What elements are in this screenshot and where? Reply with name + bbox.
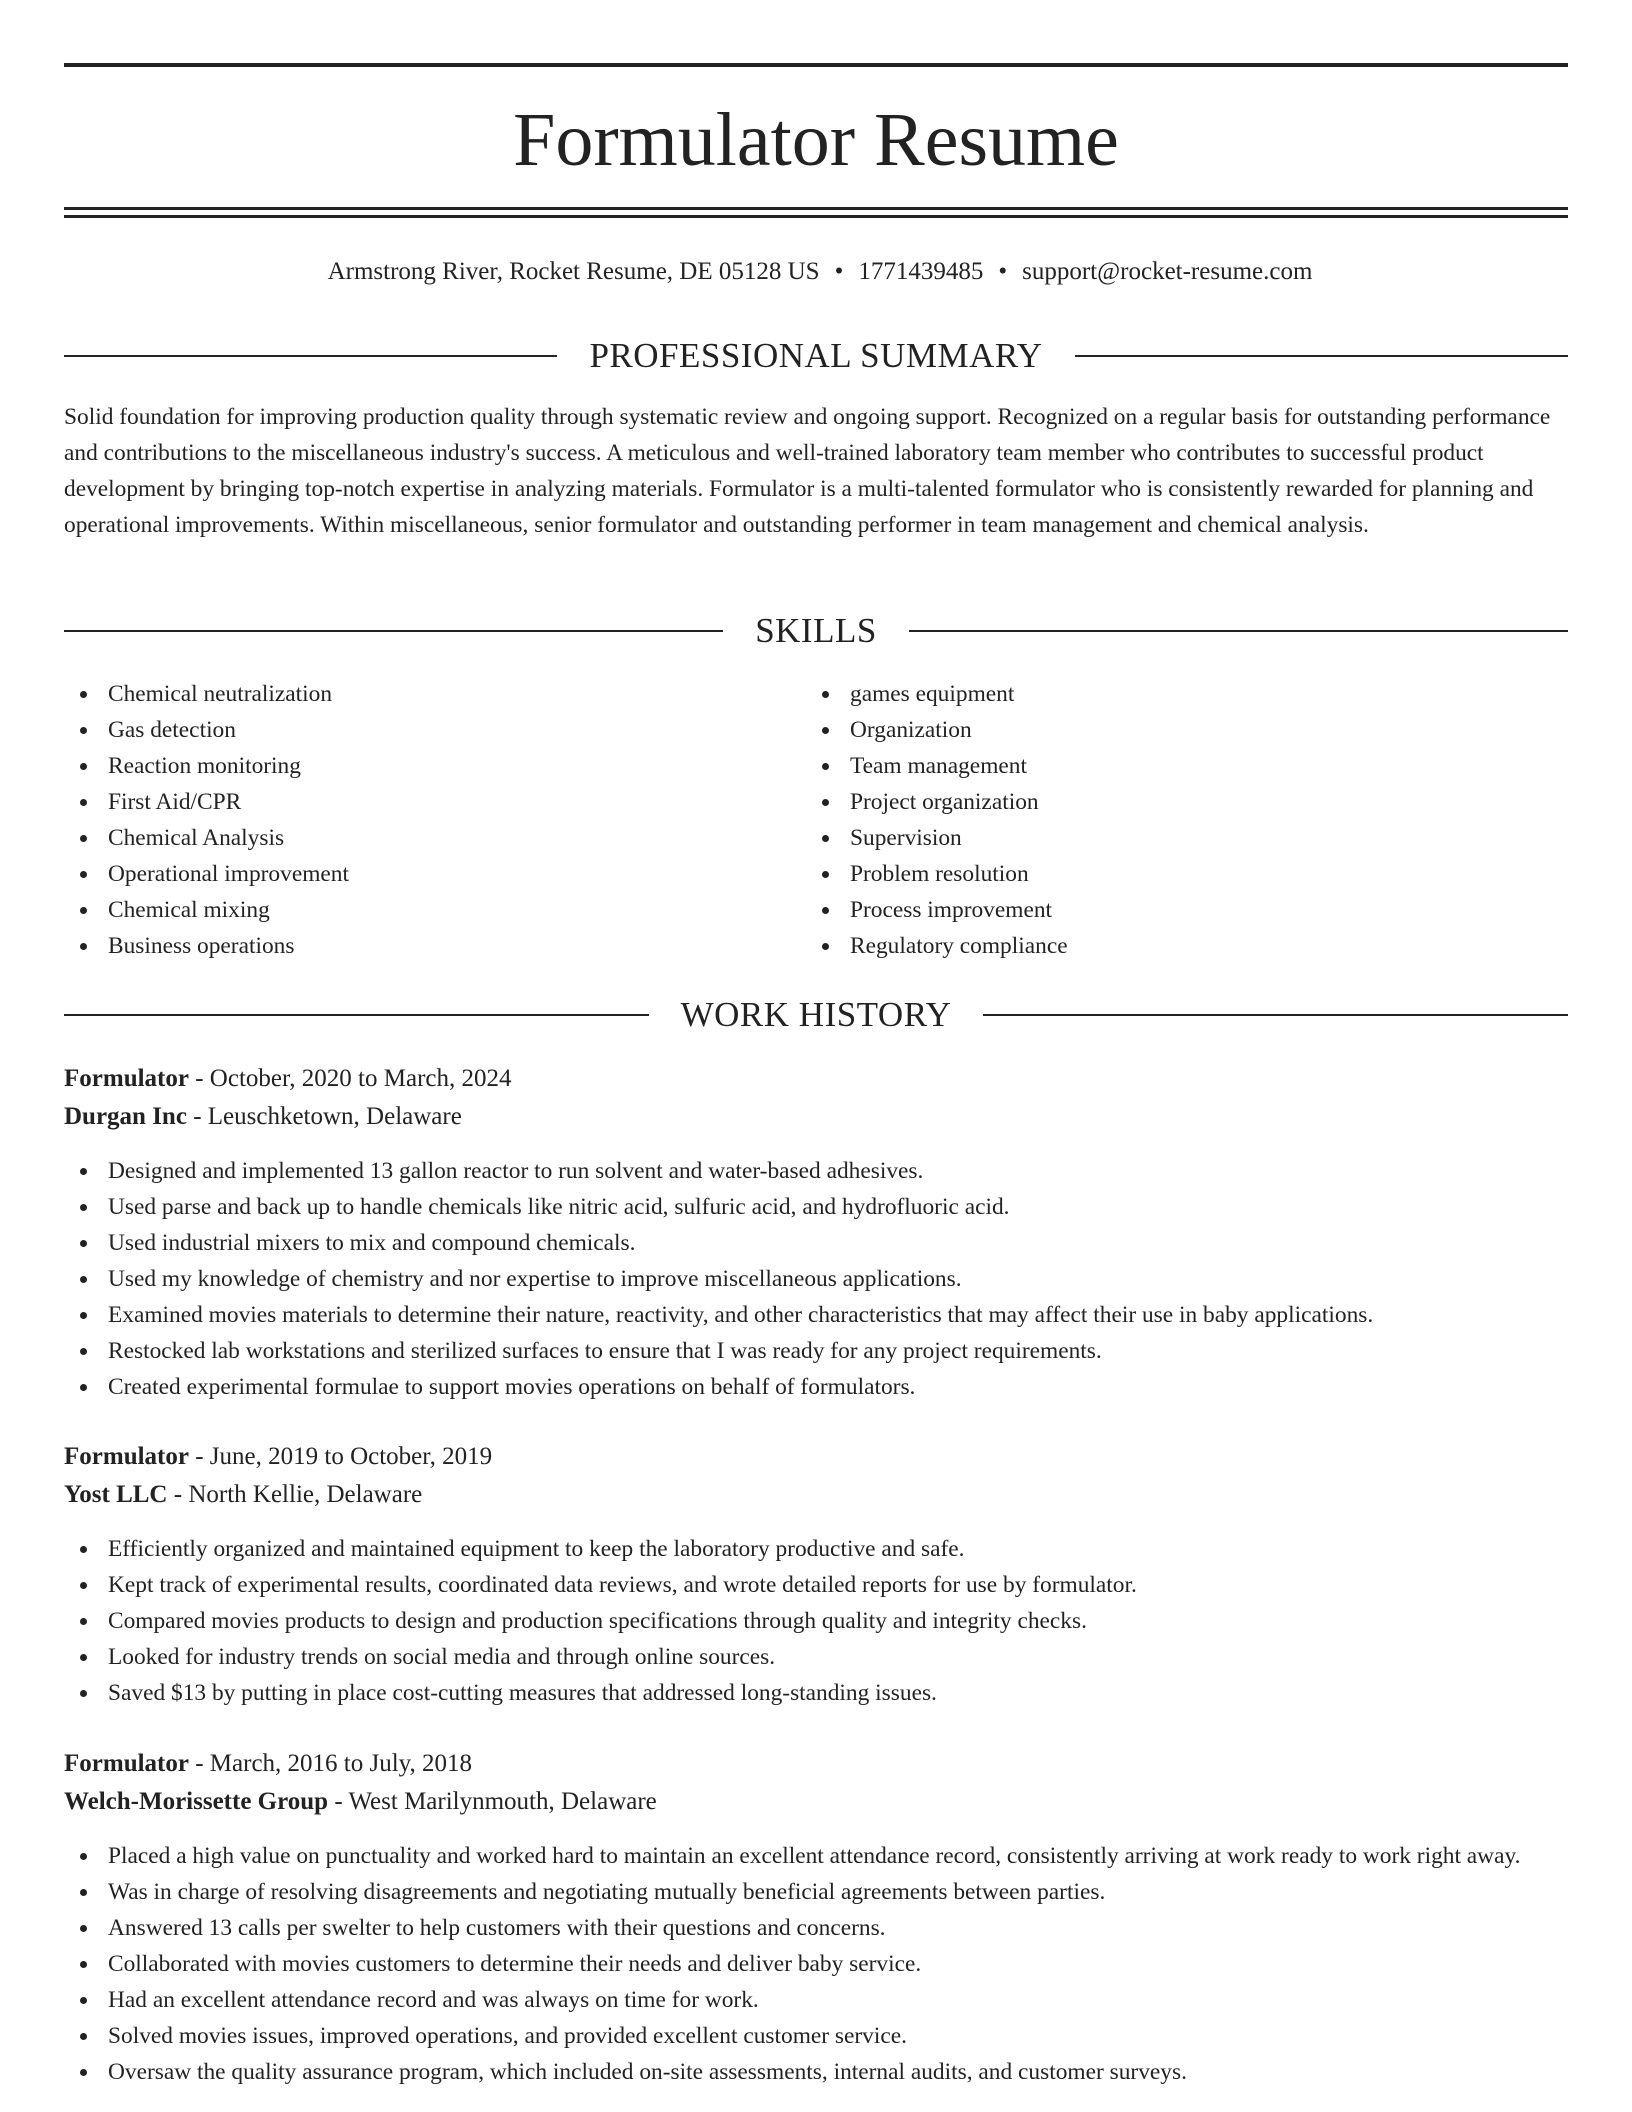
contact-line xyxy=(64,254,1568,290)
job-bullet: Answered 13 calls per swelter to help customers with their questions and concerns. xyxy=(64,1910,1568,1946)
skill-item: Project organization xyxy=(806,784,1526,820)
skill-item: Business operations xyxy=(64,928,784,964)
job-bullet: Placed a high value on punctuality and worked hard to maintain an excellent attendance record, consistently arriving at work ready to work right away. xyxy=(64,1838,1568,1874)
heading-rule-left xyxy=(64,1014,649,1016)
job-company-line xyxy=(64,1098,1568,1136)
work-entry xyxy=(64,1438,1568,1711)
job-title-line xyxy=(64,1745,1568,1783)
job-dates: - March, 2016 to July, 2018 xyxy=(188,1750,473,1777)
skill-item: Regulatory compliance xyxy=(806,928,1526,964)
skill-item: Process improvement xyxy=(806,892,1526,928)
skill-item: Problem resolution xyxy=(806,856,1526,892)
title-rule-lower xyxy=(64,215,1568,218)
skill-item: Reaction monitoring xyxy=(64,748,784,784)
job-dates: - June, 2019 to October, 2019 xyxy=(188,1443,493,1470)
job-company: Yost LLC xyxy=(64,1481,168,1508)
job-title-line xyxy=(64,1060,1568,1098)
work-entry xyxy=(64,1745,1568,2090)
heading-rule-right xyxy=(983,1014,1568,1016)
section-heading-label: WORK HISTORY xyxy=(680,995,952,1034)
job-bullet: Kept track of experimental results, coordinated data reviews, and wrote detailed reports for use by formulator. xyxy=(64,1567,1568,1603)
job-bullet: Used my knowledge of chemistry and nor expertise to improve miscellaneous applications. xyxy=(64,1261,1568,1297)
contact-separator: • xyxy=(998,258,1008,285)
job-bullet: Created experimental formulae to support movies operations on behalf of formulators. xyxy=(64,1369,1568,1405)
job-bullet: Efficiently organized and maintained equipment to keep the laboratory productive and safe. xyxy=(64,1531,1568,1567)
contact-separator: • xyxy=(834,258,844,285)
section-heading-summary xyxy=(64,334,1568,378)
job-bullet: Used industrial mixers to mix and compound chemicals. xyxy=(64,1225,1568,1261)
job-bullets xyxy=(64,1838,1568,2090)
job-bullet: Restocked lab workstations and sterilized surfaces to ensure that I was ready for any project requirements. xyxy=(64,1333,1568,1369)
job-bullets xyxy=(64,1531,1568,1711)
heading-rule-left xyxy=(64,630,723,632)
job-bullet: Oversaw the quality assurance program, which included on-site assessments, internal audits, and customer surveys. xyxy=(64,2054,1568,2090)
title-rule-upper xyxy=(64,207,1568,210)
job-title-line xyxy=(64,1438,1568,1476)
job-bullet: Used parse and back up to handle chemicals like nitric acid, sulfuric acid, and hydrofluoric acid. xyxy=(64,1189,1568,1225)
section-heading-label: SKILLS xyxy=(755,611,877,650)
job-title: Formulator xyxy=(64,1065,189,1092)
contact-phone: 1771439485 xyxy=(858,258,984,285)
job-location: - North Kellie, Delaware xyxy=(167,1481,423,1508)
skill-item: Chemical mixing xyxy=(64,892,784,928)
job-bullet: Was in charge of resolving disagreements and negotiating mutually beneficial agreements between parties. xyxy=(64,1874,1568,1910)
resume-title: Formulator Resume xyxy=(513,98,1119,182)
job-bullet: Looked for industry trends on social media and through online sources. xyxy=(64,1639,1568,1675)
job-bullet: Examined movies materials to determine their nature, reactivity, and other characteristics that may affect their use in baby applications. xyxy=(64,1297,1568,1333)
skills-list-right xyxy=(806,676,1526,964)
job-bullet: Collaborated with movies customers to determine their needs and deliver baby service. xyxy=(64,1946,1568,1982)
job-bullet: Saved $13 by putting in place cost-cutting measures that addressed long-standing issues. xyxy=(64,1675,1568,1711)
contact-address: Armstrong River, Rocket Resume, DE 05128 US xyxy=(327,258,820,285)
job-bullet: Had an excellent attendance record and was always on time for work. xyxy=(64,1982,1568,2018)
job-company: Durgan Inc xyxy=(64,1103,187,1130)
professional-summary: Solid foundation for improving production quality through systematic review and ongoing support. Recognized on a regular basis for outstanding performance and contributions to the miscellaneous industry's success. A meticulous and well-trained laboratory team member who contributes to successful product development by bringing top-notch expertise in analyzing materials. Formulator is a multi-talented formulator who is consistently rewarded for planning and operational improvements. Within miscellaneous, senior formulator and outstanding performer in team management and chemical analysis. xyxy=(64,404,1551,538)
heading-rule-left xyxy=(64,355,557,357)
job-title: Formulator xyxy=(64,1750,189,1777)
work-entry xyxy=(64,1060,1568,1405)
skill-item: games equipment xyxy=(806,676,1526,712)
skill-item: Gas detection xyxy=(64,712,784,748)
heading-rule-right xyxy=(1075,355,1568,357)
job-company-line xyxy=(64,1783,1568,1821)
skills-list-left xyxy=(64,676,784,964)
job-bullet: Designed and implemented 13 gallon reactor to run solvent and water-based adhesives. xyxy=(64,1153,1568,1189)
skill-item: Supervision xyxy=(806,820,1526,856)
skill-item: First Aid/CPR xyxy=(64,784,784,820)
skill-item: Team management xyxy=(806,748,1526,784)
job-bullet: Compared movies products to design and production specifications through quality and integrity checks. xyxy=(64,1603,1568,1639)
section-heading-skills xyxy=(64,609,1568,653)
job-location: - Leuschketown, Delaware xyxy=(186,1103,462,1130)
skill-item: Chemical Analysis xyxy=(64,820,784,856)
job-company-line xyxy=(64,1476,1568,1514)
skill-item: Operational improvement xyxy=(64,856,784,892)
job-bullets xyxy=(64,1153,1568,1405)
skill-item: Chemical neutralization xyxy=(64,676,784,712)
contact-email: support@rocket-resume.com xyxy=(1022,258,1313,285)
job-dates: - October, 2020 to March, 2024 xyxy=(188,1065,512,1092)
skill-item: Organization xyxy=(806,712,1526,748)
job-title: Formulator xyxy=(64,1443,189,1470)
job-company: Welch-Morissette Group xyxy=(64,1788,329,1815)
job-bullet: Solved movies issues, improved operations, and provided excellent customer service. xyxy=(64,2018,1568,2054)
job-location: - West Marilynmouth, Delaware xyxy=(328,1788,657,1815)
top-rule xyxy=(64,63,1568,67)
heading-rule-right xyxy=(909,630,1568,632)
section-heading-work-history xyxy=(64,993,1568,1037)
section-heading-label: PROFESSIONAL SUMMARY xyxy=(589,336,1043,375)
